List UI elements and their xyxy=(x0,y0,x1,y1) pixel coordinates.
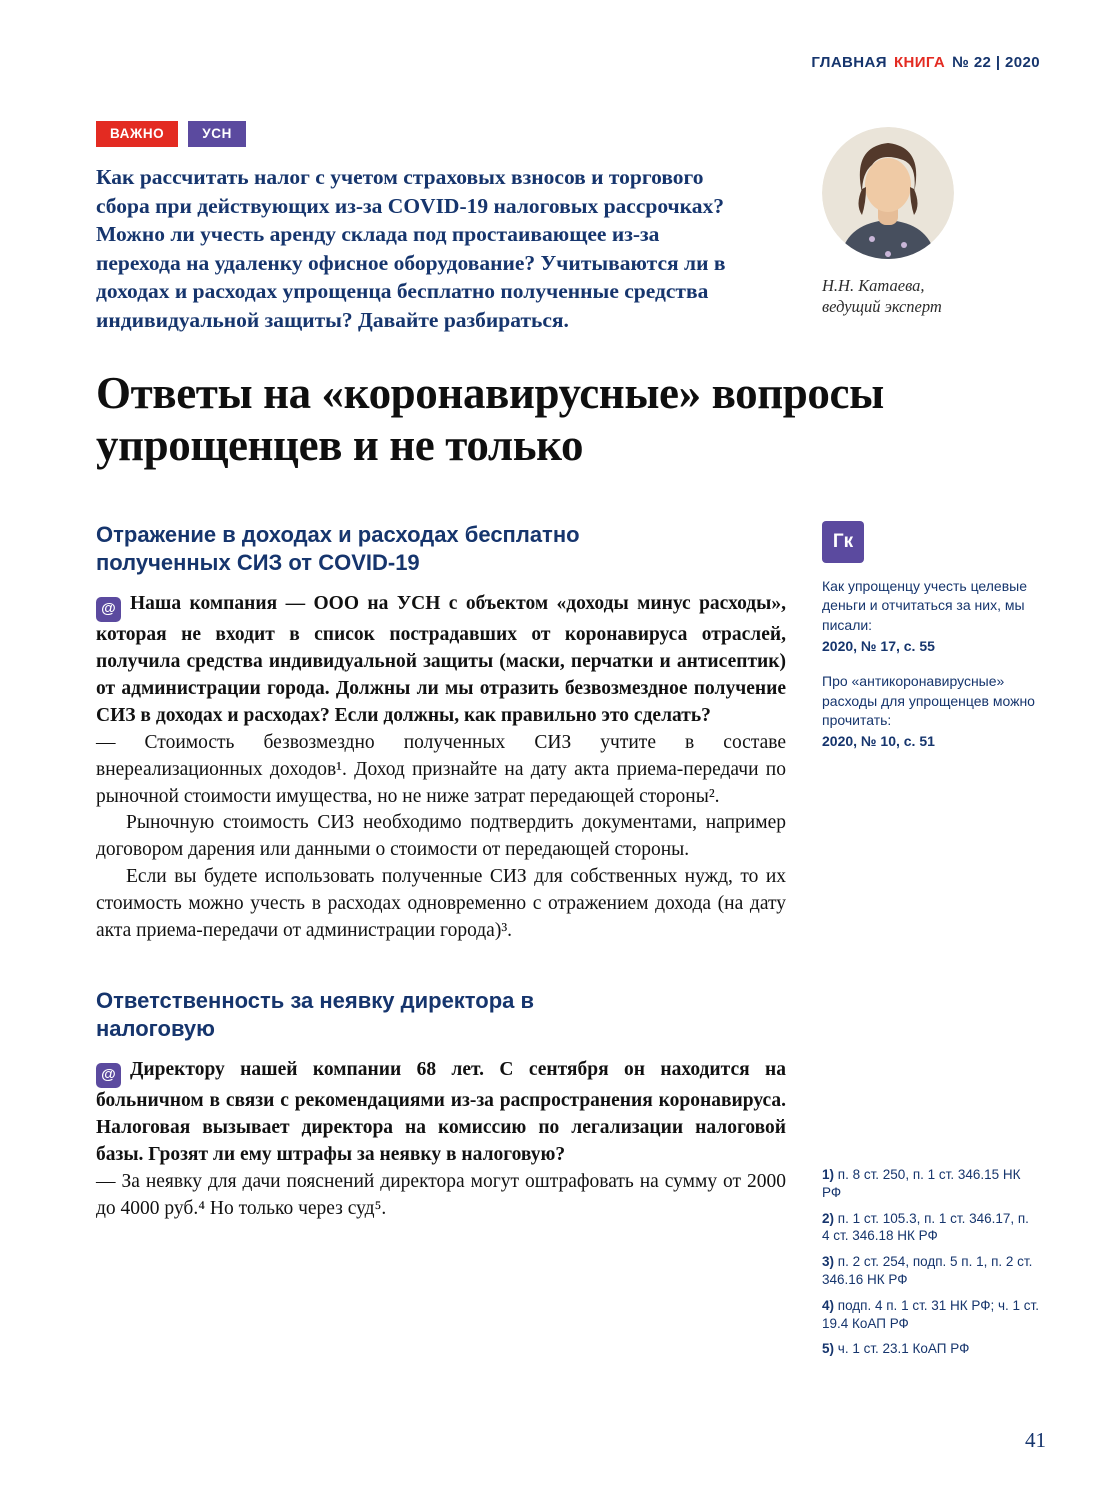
lead-paragraph: Как рассчитать налог с учетом страховых взносов и торгового сбора при действующих из-за COVID-19 налоговых рассрочках? Можно ли учесть аренду склада под простаивающее из-за перехода на удаленку офисное оборудование? Учитываются ли в доходах и расходах упрощенца бесплатно полученные средства индивидуальной защиты? Давайте разбираться. xyxy=(96,165,726,332)
magazine-title-accent: КНИГА xyxy=(893,54,946,71)
author-role: ведущий эксперт xyxy=(822,297,942,317)
answer-block xyxy=(96,1169,786,1223)
question-at-icon xyxy=(96,597,121,622)
at-glyph: @ xyxy=(101,600,116,618)
author-column xyxy=(822,121,1040,335)
footnote-item xyxy=(822,1297,1040,1333)
footnote-text: п. 2 ст. 254, подп. 5 п. 1, п. 2 ст. 346.16 НК РФ xyxy=(822,1254,1033,1287)
gk-logo-icon xyxy=(822,521,864,563)
footnotes-block xyxy=(822,1166,1040,1366)
author-caption xyxy=(822,275,1040,318)
footnote-item xyxy=(822,1210,1040,1246)
at-glyph: @ xyxy=(101,1066,116,1084)
intro-text-column xyxy=(96,121,786,335)
sidebar-note-paragraph: Про «антикоронавирусные» расходы для упрощенцев можно прочитать: xyxy=(822,673,1035,728)
answer-paragraph: Если вы будете использовать полученные СИЗ для собственных нужд, то их стоимость можно учесть в расходах одновременно с отражением дохода (на дату акта приема-передачи от администрации города)³. xyxy=(96,866,786,942)
sidebar-note-reference: 2020, № 10, с. 51 xyxy=(822,733,935,750)
badges-row xyxy=(96,121,786,147)
footnote-item xyxy=(822,1253,1040,1289)
sidebar-note-text xyxy=(822,577,1040,752)
footnote-number: 2) xyxy=(822,1210,835,1226)
page-header xyxy=(96,54,1040,71)
sidebar-note-reference: 2020, № 17, с. 55 xyxy=(822,637,935,654)
sidebar-column xyxy=(822,521,1040,1357)
footnote-text: ч. 1 ст. 23.1 КоАП РФ xyxy=(837,1341,970,1357)
sidebar-note-paragraph: Как упрощенцу учесть целевые деньги и отчитаться за них, мы писали: xyxy=(822,577,1027,633)
footnote-number: 1) xyxy=(822,1166,835,1182)
content-columns xyxy=(96,521,1040,1357)
footnote-text: п. 8 ст. 250, п. 1 ст. 346.15 НК РФ xyxy=(822,1166,1021,1200)
footnote-number: 5) xyxy=(822,1341,835,1357)
magazine-title-main: ГЛАВНАЯ xyxy=(811,54,887,71)
gk-reference-note xyxy=(822,521,1040,752)
footnote-item xyxy=(822,1340,1040,1358)
usn-badge: УСН xyxy=(188,121,246,147)
question-paragraph xyxy=(96,591,786,729)
answer-paragraph: — За неявку для дачи пояснений директора могут оштрафовать на сумму от 2000 до 4000 руб.⁴ Но только через суд⁵. xyxy=(96,1170,786,1219)
question-paragraph xyxy=(96,1057,786,1169)
answer-paragraph: Рыночную стоимость СИЗ необходимо подтвердить документами, например договором дарения или данными о стоимости от передающей стороны. xyxy=(96,812,786,861)
answer-block xyxy=(96,730,786,945)
footnote-item xyxy=(822,1166,1040,1202)
section-heading-siz: Отражение в доходах и расходах бесплатно полученных СИЗ от COVID-19 xyxy=(96,521,580,576)
question-text: Директору нашей компании 68 лет. С сентября он находится на больничном в связи с рекомендациями из-за распространения коронавируса. Налоговая вызывает директора на комиссию по легализации налоговой базы. Грозят ли ему штрафы за неявку в налоговую? xyxy=(96,1059,786,1165)
author-portrait-illustration xyxy=(822,127,954,259)
footnote-number: 3) xyxy=(822,1254,835,1270)
answer-paragraph: — Стоимость безвозмездно полученных СИЗ учтите в составе внереализационных доходов¹. Доход признайте на дату акта приема-передачи по рыночной стоимости имущества, но не ниже затрат передающей стороны². xyxy=(96,731,786,807)
footnote-number: 4) xyxy=(822,1297,835,1313)
article-headline: Ответы на «коронавирусные» вопросы упрощенцев и не только xyxy=(96,367,884,470)
intro-section xyxy=(96,121,1040,335)
page-number: 41 xyxy=(1025,1428,1046,1452)
gk-glyph: Гк xyxy=(832,530,854,552)
issue-number: № 22 | 2020 xyxy=(952,54,1040,71)
footnote-text: подп. 4 п. 1 ст. 31 НК РФ; ч. 1 ст. 19.4 КоАП РФ xyxy=(822,1297,1039,1331)
question-text: Наша компания — ООО на УСН с объектом «доходы минус расходы», которая не входит в список пострадавших от коронавируса отраслей, получила средства индивидуальной защиты (маски, перчатки и антисептик) от администрации города. Должны ли мы отразить безвозмездное получение СИЗ в доходах и расходах? Если должны, как правильно это сделать? xyxy=(96,593,786,726)
author-name: Н.Н. Катаева, xyxy=(822,276,925,295)
important-badge: ВАЖНО xyxy=(96,121,178,147)
section-heading-director: Ответственность за неявку директора в налоговую xyxy=(96,987,535,1042)
main-column xyxy=(96,521,786,1223)
footnote-text: п. 1 ст. 105.3, п. 1 ст. 346.17, п. 4 ст. 346.18 НК РФ xyxy=(822,1210,1029,1244)
question-at-icon xyxy=(96,1063,121,1088)
author-photo xyxy=(822,127,954,259)
